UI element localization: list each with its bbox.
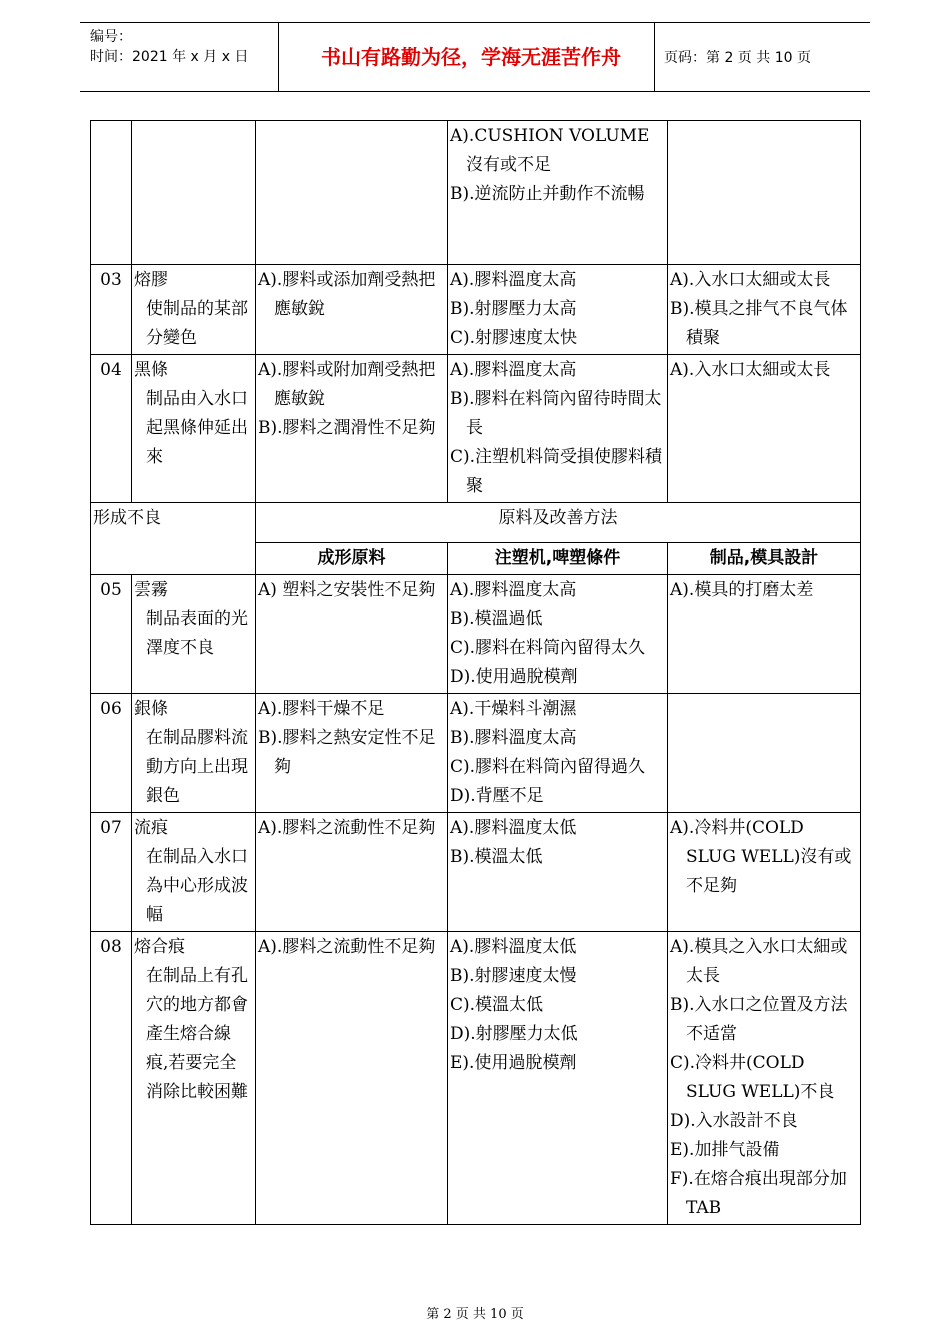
defect-name: 熔合痕 bbox=[134, 937, 185, 957]
defect-cell bbox=[132, 932, 256, 1225]
defect-table bbox=[90, 120, 861, 1225]
list-item: B).膠料之熱安定性不足夠 bbox=[258, 728, 436, 777]
machine-cell bbox=[448, 575, 668, 694]
material-cell bbox=[256, 932, 448, 1225]
table-row bbox=[91, 932, 861, 1225]
material-cell bbox=[256, 355, 448, 503]
list-item: B).模具之排气不良气体積聚 bbox=[670, 299, 848, 348]
list-item: A).膠料溫度太高 bbox=[450, 270, 577, 290]
machine-cell bbox=[448, 121, 668, 265]
list-item: B).入水口之位置及方法不适當 bbox=[670, 995, 848, 1044]
machine-cell bbox=[448, 355, 668, 503]
defect-desc: 在制品膠料流動方向上出現銀色 bbox=[146, 728, 248, 806]
header-divider bbox=[654, 23, 655, 91]
defect-cell bbox=[132, 694, 256, 813]
table-row bbox=[91, 813, 861, 932]
mold-cell bbox=[668, 932, 861, 1225]
material-cell bbox=[256, 813, 448, 932]
defect-desc: 在制品入水口為中心形成波幅 bbox=[146, 847, 248, 925]
material-cell bbox=[256, 575, 448, 694]
list-item: C).模溫太低 bbox=[450, 995, 544, 1015]
row-number: 08 bbox=[91, 932, 132, 1225]
list-item: A).膠料干燥不足 bbox=[258, 699, 385, 719]
list-item: A).膠料溫度太高 bbox=[450, 580, 577, 600]
mold-cell bbox=[668, 355, 861, 503]
list-item: A).膠料或附加劑受熱把應敏銳 bbox=[258, 360, 436, 409]
list-item: A).冷料井(COLD SLUG WELL)沒有或不足夠 bbox=[670, 818, 852, 896]
defect-desc: 在制品上有孔穴的地方都會產生熔合線痕,若要完全消除比較困難 bbox=[146, 966, 248, 1102]
list-item: A).模具之入水口太細或太長 bbox=[670, 937, 848, 986]
defect-name: 流痕 bbox=[134, 818, 168, 838]
defect-name: 熔膠 bbox=[134, 270, 168, 290]
list-item: A).入水口太細或太長 bbox=[670, 270, 831, 290]
list-item: D).使用過脫模劑 bbox=[450, 667, 578, 687]
list-item: A) 塑料之安裝性不足夠 bbox=[258, 580, 436, 600]
defect-desc: 制品表面的光澤度不良 bbox=[146, 609, 248, 658]
list-item: C).射膠速度太快 bbox=[450, 328, 578, 348]
list-item: A).膠料溫度太高 bbox=[450, 360, 577, 380]
defect-cell bbox=[132, 813, 256, 932]
header-meta bbox=[90, 27, 248, 67]
list-item: A).膠料之流動性不足夠 bbox=[258, 818, 436, 838]
machine-cell bbox=[448, 932, 668, 1225]
list-item: C).膠料在料筒內留得過久 bbox=[450, 757, 646, 777]
material-cell bbox=[256, 694, 448, 813]
table-row bbox=[91, 355, 861, 503]
time-label: 时间：2021 年 x 月 x 日 bbox=[90, 49, 249, 65]
header-divider bbox=[278, 23, 279, 91]
machine-cell bbox=[448, 265, 668, 355]
list-item: A).干燥料斗潮濕 bbox=[450, 699, 577, 719]
material-cell bbox=[256, 265, 448, 355]
serial-label: 编号： bbox=[90, 29, 132, 45]
list-item: C).注塑机料筒受損使膠料積聚 bbox=[450, 447, 663, 496]
row-number: 03 bbox=[91, 265, 132, 355]
list-item: E).加排气設備 bbox=[670, 1140, 780, 1160]
header-motto: 书山有路勤为径，学海无涯苦作舟 bbox=[321, 45, 621, 69]
list-item: A).膠料之流動性不足夠 bbox=[258, 937, 436, 957]
list-item: C).膠料在料筒內留得太久 bbox=[450, 638, 646, 658]
list-item: A).膠料溫度太低 bbox=[450, 937, 577, 957]
table-row bbox=[91, 575, 861, 694]
list-item: B).射膠壓力太高 bbox=[450, 299, 577, 319]
defect-name: 銀條 bbox=[134, 699, 168, 719]
list-item: B).模溫過低 bbox=[450, 609, 543, 629]
page-header bbox=[80, 22, 870, 92]
list-item: F).在熔合痕出現部分加 TAB bbox=[670, 1169, 847, 1218]
list-item: D).入水設計不良 bbox=[670, 1111, 798, 1131]
defect-desc: 制品由入水口起黑條伸延出來 bbox=[146, 389, 248, 467]
page-footer: 第 2 页 共 10 页 bbox=[426, 1307, 524, 1322]
table-row bbox=[91, 265, 861, 355]
list-item: B).逆流防止并動作不流暢 bbox=[450, 184, 645, 204]
column-header: 注塑机,啤塑條件 bbox=[448, 543, 668, 575]
list-item: A).膠料溫度太低 bbox=[450, 818, 577, 838]
list-item: A).CUSHION VOLUME 沒有或不足 bbox=[450, 126, 650, 175]
list-item: B).模溫太低 bbox=[450, 847, 543, 867]
group-header-right: 原料及改善方法 bbox=[256, 503, 861, 543]
header-page-label: 页码：第 2 页 共 10 页 bbox=[664, 50, 811, 66]
list-item: B).膠料之潤滑性不足夠 bbox=[258, 418, 436, 438]
list-item: B).膠料在料筒內留待時間太長 bbox=[450, 389, 662, 438]
table-row bbox=[91, 121, 861, 265]
defect-name: 雲霧 bbox=[134, 580, 168, 600]
group-header-left: 形成不良 bbox=[91, 503, 256, 575]
defect-cell bbox=[132, 575, 256, 694]
mold-cell bbox=[668, 575, 861, 694]
list-item: C).冷料井(COLD SLUG WELL)不良 bbox=[670, 1053, 835, 1102]
column-header: 制品,模具設計 bbox=[668, 543, 861, 575]
list-item: E).使用過脫模劑 bbox=[450, 1053, 577, 1073]
mold-cell bbox=[668, 694, 861, 813]
list-item: A).入水口太細或太長 bbox=[670, 360, 831, 380]
defect-desc: 使制品的某部分變色 bbox=[146, 299, 248, 348]
row-number: 07 bbox=[91, 813, 132, 932]
row-number: 05 bbox=[91, 575, 132, 694]
row-number: 04 bbox=[91, 355, 132, 503]
machine-cell bbox=[448, 813, 668, 932]
list-item: D).射膠壓力太低 bbox=[450, 1024, 578, 1044]
row-number: 06 bbox=[91, 694, 132, 813]
defect-cell bbox=[132, 265, 256, 355]
defect-cell bbox=[132, 355, 256, 503]
list-item: A).模具的打磨太差 bbox=[670, 580, 814, 600]
table-group-header bbox=[91, 503, 861, 543]
list-item: B).膠料溫度太高 bbox=[450, 728, 577, 748]
mold-cell bbox=[668, 813, 861, 932]
mold-cell bbox=[668, 265, 861, 355]
machine-cell bbox=[448, 694, 668, 813]
list-item: B).射膠速度太慢 bbox=[450, 966, 577, 986]
list-item: A).膠料或添加劑受熱把應敏銳 bbox=[258, 270, 436, 319]
column-header: 成形原料 bbox=[256, 543, 448, 575]
list-item: D).背壓不足 bbox=[450, 786, 544, 806]
table-row bbox=[91, 694, 861, 813]
defect-name: 黑條 bbox=[134, 360, 168, 380]
